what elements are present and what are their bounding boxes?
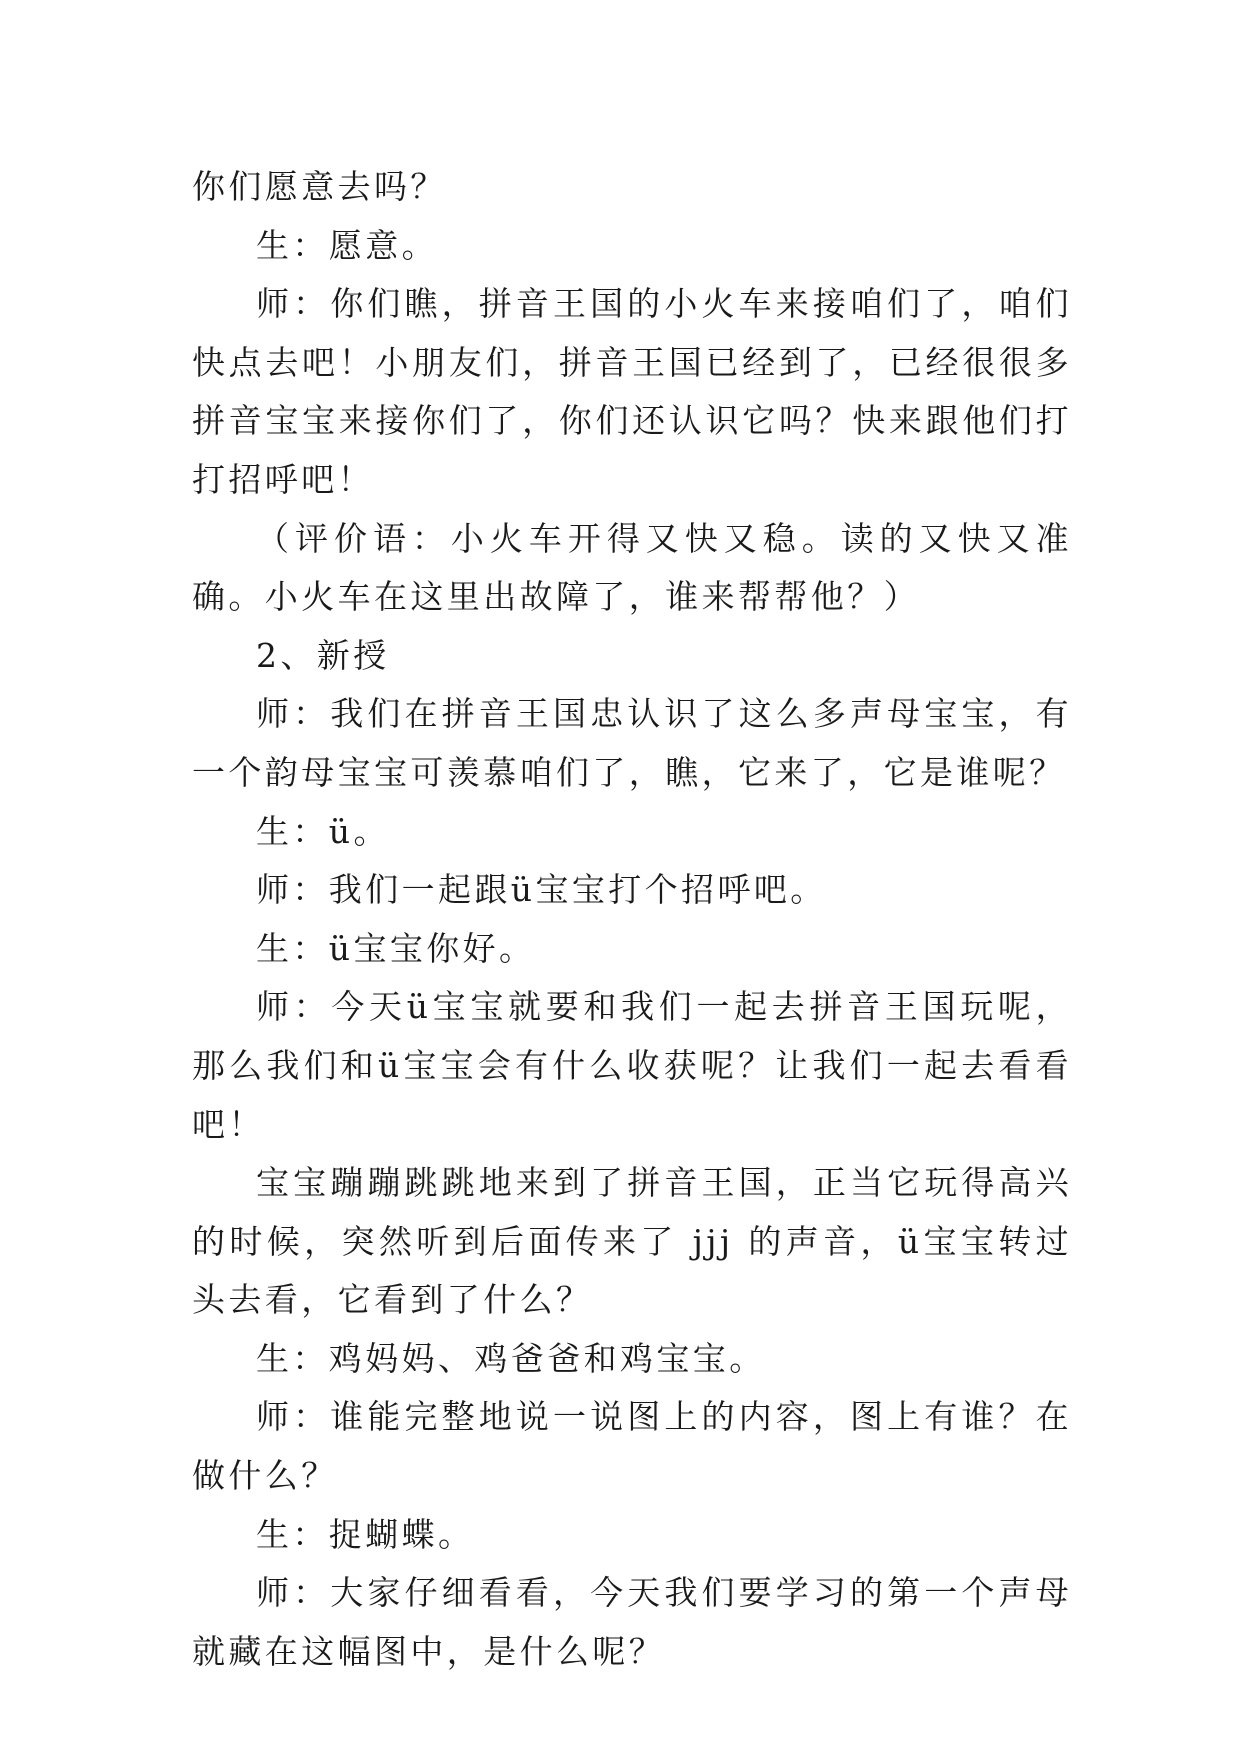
paragraph-8: 师：我们一起跟ü宝宝打个招呼吧。 bbox=[256, 870, 827, 910]
paragraph-1: 你们愿意去吗？ bbox=[192, 167, 447, 206]
paragraph-4: （评价语：小火车开得又快又稳。读的又快又准确。小火车在这里出故障了，谁来帮帮他？） bbox=[192, 518, 1072, 617]
paragraph-9: 生：ü宝宝你好。 bbox=[256, 928, 536, 968]
paragraph-3: 师：你们瞧，拼音王国的小火车来接咱们了，咱们快点去吧！小朋友们，拼音王国已经到了，已经很很多拼音宝宝来接你们了，你们还认识它吗？快来跟他们打打招呼吧！ bbox=[192, 284, 1072, 499]
paragraph-15: 师：大家仔细看看，今天我们要学习的第一个声母就藏在这幅图中，是什么呢？ bbox=[192, 1573, 1072, 1671]
paragraph-11: 宝宝蹦蹦跳跳地来到了拼音王国，正当它玩得高兴的时候，突然听到后面传来了 jjj 的声音，ü宝宝转过头去看，它看到了什么？ bbox=[192, 1163, 1072, 1320]
document-body bbox=[192, 158, 1072, 1681]
paragraph-2: 生：愿意。 bbox=[256, 225, 438, 265]
paragraph-14: 生：捉蝴蝶。 bbox=[256, 1514, 475, 1554]
section-heading-new-lesson: 2、新授 bbox=[256, 635, 390, 675]
paragraph-13: 师：谁能完整地说一说图上的内容，图上有谁？在做什么？ bbox=[192, 1397, 1072, 1496]
paragraph-6: 师：我们在拼音王国忠认识了这么多声母宝宝，有一个韵母宝宝可羡慕咱们了，瞧，它来了，它是谁呢？ bbox=[192, 694, 1072, 792]
paragraph-10: 师：今天ü宝宝就要和我们一起去拼音王国玩呢，那么我们和ü宝宝会有什么收获呢？让我们一起去看看吧！ bbox=[192, 987, 1072, 1144]
paragraph-7: 生：ü。 bbox=[256, 811, 390, 851]
paragraph-12: 生：鸡妈妈、鸡爸爸和鸡宝宝。 bbox=[256, 1338, 766, 1378]
